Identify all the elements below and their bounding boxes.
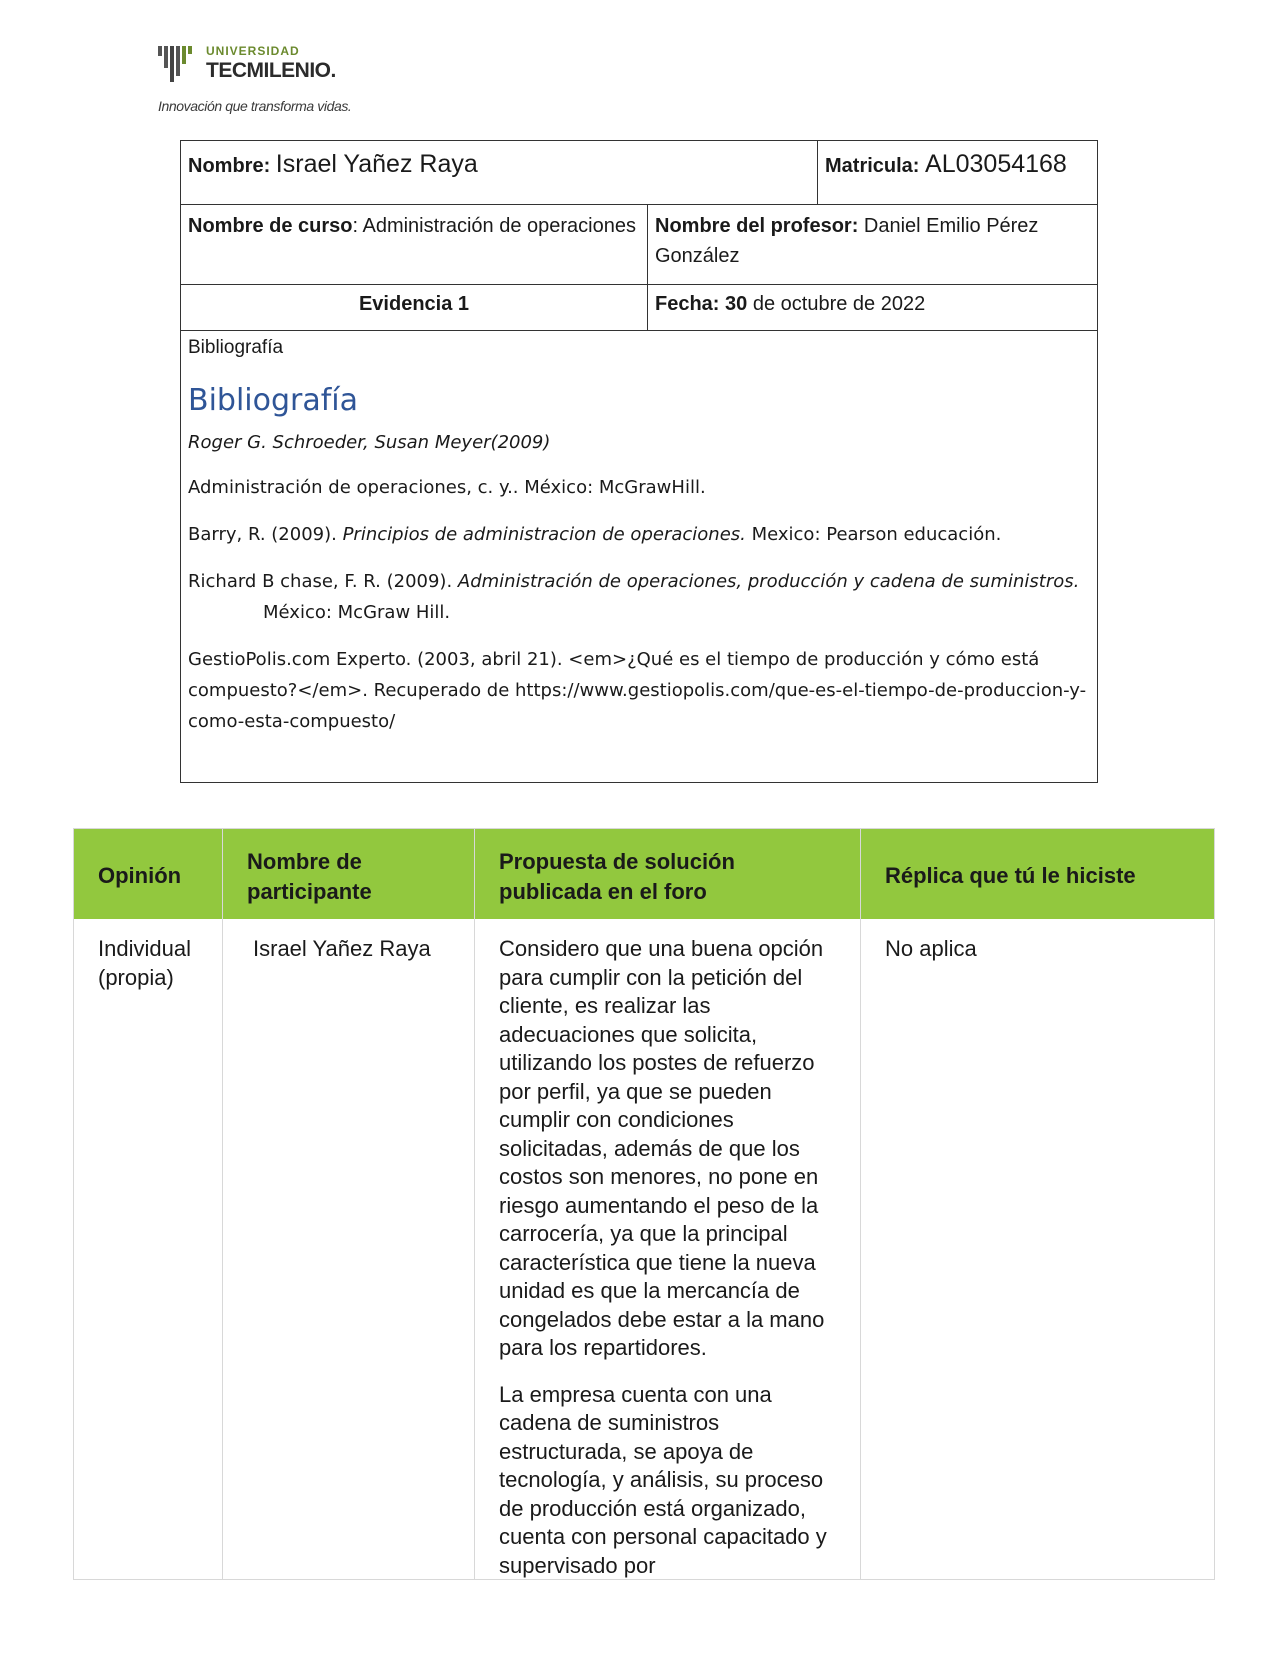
bibliography-entry: Administración de operaciones, c. y.. México: McGrawHill. [188,477,706,498]
date-label: Fecha: [655,293,720,315]
header-reply: Réplica que tú le hiciste [860,829,1214,919]
date-cell [647,285,1097,330]
proposal-paragraph: Considero que una buena opción para cumplir con la petición del cliente, es realizar las adecuaciones que solicita, utilizando los postes de refuerzo por perfil, ya que se pueden cumplir con condiciones solicitadas, además de que los costos son menores, no pone en riesgo aumentando el peso de la carrocería, ya que la principal característica que tiene la nueva unidad es que la mercancía de congelados debe estar a la mano para los repartidores. [499,936,825,1360]
proposal-cell [474,919,860,1579]
entry-title: Administración de operaciones, producción y cadena de suministros. [457,571,1080,592]
bibliography-entry: GestioPolis.com Experto. (2003, abril 21). <em>¿Qué es el tiempo de producción y cómo está compuesto?</em>. Recuperado de https://www.gestiopolis.com/que-es-el-tiempo-de-produccion-y-como-esta-compuesto/ [188,649,1087,732]
participant-cell: Israel Yañez Raya [222,919,474,1579]
logo-emblem-icon [158,44,202,84]
name-label: Nombre: [188,155,271,177]
course-cell [181,205,647,284]
forum-table [73,828,1215,1580]
bibliography-section [181,331,1097,782]
bibliography-label: Bibliografía [188,337,284,358]
opinion-cell: Individual (propia) [98,936,191,990]
name-row [181,141,1097,205]
forum-table-header [74,829,1214,919]
reply-cell: No aplica [860,919,1214,1579]
evidence-row [181,285,1097,331]
entry-text: Barry, R. (2009). [188,524,343,545]
professor-label: Nombre del profesor: [655,215,859,237]
evidence-title: Evidencia 1 [358,293,470,315]
matricula-cell [817,141,1097,204]
entry-text: Richard B chase, F. R. (2009). [188,571,458,592]
entry-text: México: McGraw Hill. [263,602,451,623]
header-opinion: Opinión [98,863,182,888]
student-info-table [180,140,1098,783]
professor-value: Daniel Emilio Pérez González [655,215,1039,267]
date-day: 30 [725,293,748,315]
header-participant: Nombre de participante [222,829,474,919]
course-label: Nombre de curso [188,215,353,237]
header-proposal: Propuesta de solución publicada en el foro [474,829,860,919]
table-row [74,919,1214,1579]
bibliography-entry [188,519,1090,550]
date-rest: de octubre de 2022 [752,293,926,315]
course-value: : Administración de operaciones [352,215,636,237]
university-logo [158,42,418,118]
bibliography-entry [188,566,1090,628]
logo-tagline: Innovación que transforma vidas. [158,98,352,114]
entry-text: Mexico: Pearson educación. [745,524,1002,545]
matricula-label: Matricula: [825,155,920,177]
name-cell [181,141,817,204]
bibliography-heading: Bibliografía [188,383,359,418]
entry-title: Principios de administracion de operaciones. [342,524,746,545]
bibliography-entry: Roger G. Schroeder, Susan Meyer(2009) [188,432,551,453]
proposal-paragraph: La empresa cuenta con una cadena de suministros estructurada, se apoya de tecnología, y análisis, su proceso de producción está organizado, cuenta con personal capacitado y supervisado por [499,1381,827,1578]
course-row [181,205,1097,285]
matricula-value: AL03054168 [925,150,1067,178]
logo-university-text: UNIVERSIDAD [206,44,300,58]
name-value: Israel Yañez Raya [275,150,478,178]
logo-name-text: TECMILENIO. [206,59,336,82]
professor-cell [647,205,1097,284]
